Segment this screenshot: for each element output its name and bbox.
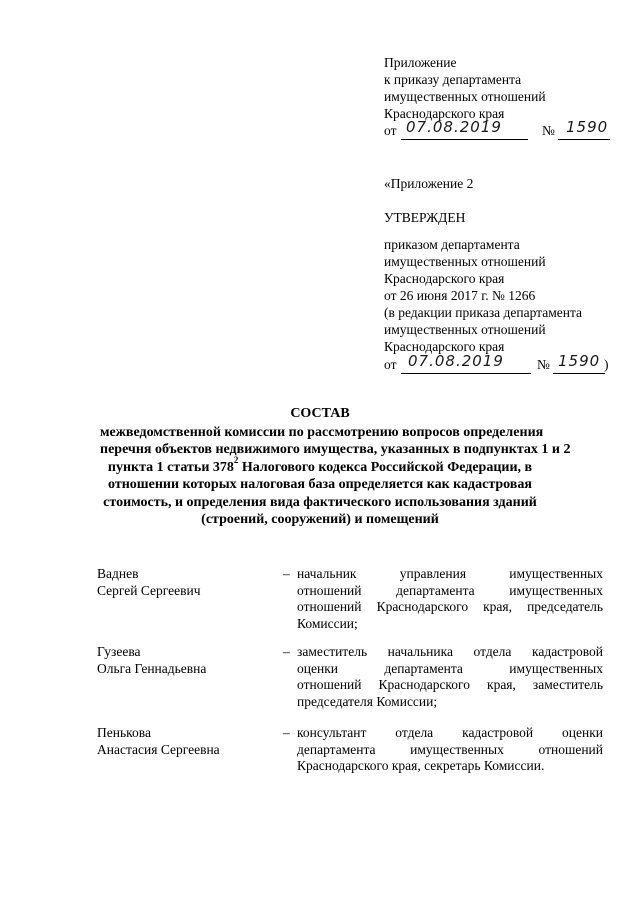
- member-surname: Гузеева: [97, 644, 141, 659]
- number-underline: [558, 139, 610, 140]
- appendix-department-line: имущественных отношений: [384, 89, 546, 104]
- title-line: [100, 454, 540, 477]
- title-line: (строений, сооружений) и помещений: [201, 512, 439, 527]
- role-line: Краснодарского края, секретарь Комиссии.: [297, 758, 545, 774]
- number-underline: [553, 373, 605, 374]
- appendix2-line: имущественных отношений: [384, 322, 546, 337]
- appendix2-number-label: №: [537, 357, 550, 372]
- appendix2-line: Краснодарского края: [384, 271, 505, 286]
- superscript: 2: [233, 454, 239, 465]
- role-line: департамента имущественных отношений: [297, 741, 603, 757]
- document-title: [100, 405, 571, 529]
- role-line: председателя Комиссии;: [297, 693, 438, 709]
- appendix-region-line: Краснодарского края: [384, 106, 505, 121]
- title-line: перечня объектов недвижимого имущества, указанных в подпунктах 1 и 2: [100, 442, 571, 457]
- appendix2-line: приказом департамента: [384, 237, 520, 252]
- role-line: консультант отдела кадастровой оценки: [297, 725, 603, 740]
- member-surname: Ваднев: [97, 566, 139, 581]
- appendix-from-label: от: [384, 123, 397, 138]
- member-dash: –: [283, 725, 290, 740]
- closing-paren: ): [604, 357, 609, 372]
- role-line: отношений Краснодарского края, заместитель: [297, 677, 603, 693]
- title-line-part: Налогового кодекса Российской Федерации, в: [238, 459, 533, 475]
- member-dash: –: [283, 644, 290, 659]
- approved-label: УТВЕРЖДЕН: [384, 210, 466, 225]
- member-given-name: Ольга Геннадьевна: [97, 661, 207, 676]
- title-line-part: пункта 1 статьи 378: [107, 459, 234, 475]
- member-given-name: Сергей Сергеевич: [97, 583, 201, 598]
- date-underline: [401, 373, 531, 374]
- role-line: Комиссии;: [297, 615, 358, 631]
- role-line: начальник управления имущественных: [297, 566, 603, 581]
- member-role: [297, 725, 603, 775]
- date-underline: [401, 139, 528, 140]
- member-role: [297, 644, 603, 710]
- member-given-name: Анастасия Сергеевна: [97, 742, 220, 757]
- role-line: оценки департамента имущественных: [297, 660, 603, 676]
- handwritten-date: 07.08.2019: [406, 118, 502, 136]
- appendix2-label: «Приложение 2: [384, 176, 474, 191]
- appendix2-line: Краснодарского края: [384, 339, 505, 354]
- title-line: межведомственной комиссии по рассмотрению вопросов определения: [100, 424, 544, 440]
- role-line: заместитель начальника отдела кадастровой: [297, 644, 603, 659]
- appendix-order-line: к приказу департамента: [384, 72, 522, 87]
- title-line: отношении которых налоговая база определяется как кадастровая: [108, 477, 532, 492]
- role-line: отношений департамента имущественных: [297, 582, 603, 598]
- appendix-title: Приложение: [384, 55, 457, 70]
- appendix2-line: имущественных отношений: [384, 254, 546, 269]
- member-surname: Пенькова: [97, 725, 151, 740]
- role-line: отношений Краснодарского края, председатель: [297, 599, 603, 615]
- handwritten-date: 07.08.2019: [408, 352, 504, 370]
- title-line: стоимость, и определения вида фактического использования зданий: [103, 494, 537, 510]
- member-role: [297, 566, 603, 632]
- appendix2-line: от 26 июня 2017 г. № 1266: [384, 288, 536, 303]
- handwritten-number: 1590: [558, 352, 601, 370]
- title-heading: СОСТАВ: [290, 406, 350, 421]
- appendix-number-label: №: [542, 123, 555, 138]
- member-dash: –: [283, 566, 290, 581]
- appendix2-line: (в редакции приказа департамента: [384, 305, 583, 320]
- appendix2-from-label: от: [384, 357, 397, 372]
- handwritten-number: 1590: [566, 118, 609, 136]
